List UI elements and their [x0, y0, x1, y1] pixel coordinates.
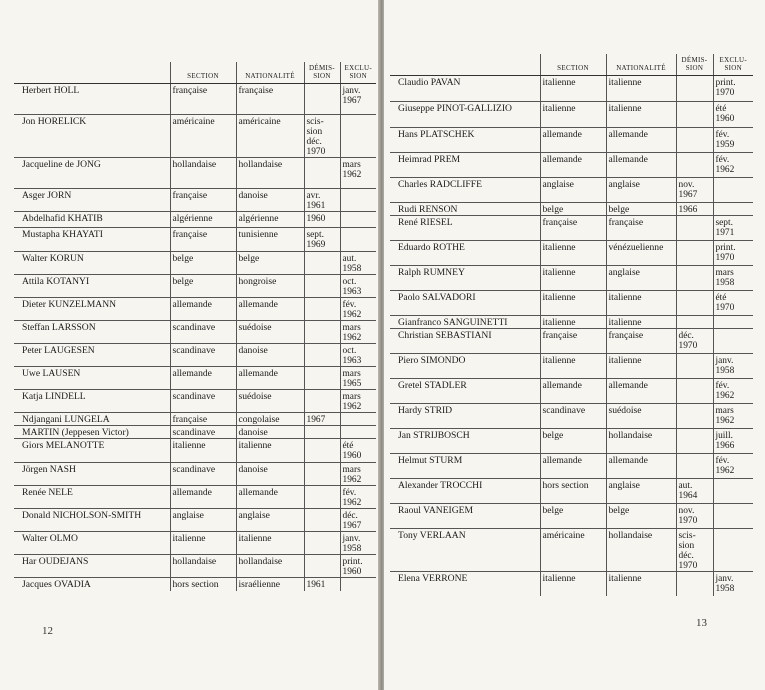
table-row	[390, 216, 753, 241]
right-table-body	[390, 76, 753, 596]
member-name: Renée NELE	[14, 486, 170, 509]
member-demission	[676, 153, 713, 178]
member-nationality: suédoise	[606, 404, 676, 429]
member-nationality: italienne	[606, 572, 676, 596]
member-name: Tony VERLAAN	[390, 529, 540, 572]
member-demission	[676, 76, 713, 102]
member-section: américaine	[170, 115, 236, 158]
member-section: scandinave	[170, 390, 236, 413]
table-row	[390, 379, 753, 404]
member-section: allemande	[170, 486, 236, 509]
member-name: Rudi RENSON	[390, 203, 540, 216]
table-row	[14, 367, 376, 390]
member-section: belge	[540, 504, 606, 529]
table-row	[390, 404, 753, 429]
member-exclusion: fév. 1962	[340, 298, 376, 321]
member-demission: aut. 1964	[676, 479, 713, 504]
member-section: scandinave	[540, 404, 606, 429]
member-demission	[304, 344, 340, 367]
member-nationality: tunisienne	[236, 228, 304, 252]
member-demission	[676, 316, 713, 329]
member-name: Hans PLATSCHEK	[390, 128, 540, 153]
member-demission: nov. 1970	[676, 504, 713, 529]
member-demission	[676, 379, 713, 404]
member-name: Heimrad PREM	[390, 153, 540, 178]
header-exclusion	[340, 62, 376, 84]
member-nationality: française	[236, 84, 304, 115]
member-demission	[304, 509, 340, 532]
table-row	[390, 479, 753, 504]
member-section: italienne	[540, 354, 606, 379]
member-nationality: danoise	[236, 189, 304, 212]
member-section: hors section	[540, 479, 606, 504]
member-section: belge	[540, 429, 606, 454]
member-exclusion	[340, 413, 376, 426]
table-row	[14, 321, 376, 344]
member-name: Abdelhafid KHATIB	[14, 212, 170, 228]
member-name: Jacques OVADIA	[14, 578, 170, 591]
members-table-right	[390, 54, 753, 596]
member-exclusion	[713, 329, 753, 354]
member-demission	[304, 486, 340, 509]
header-nationality: NATIONALITÉ	[606, 54, 676, 76]
member-exclusion	[340, 212, 376, 228]
member-section: belge	[170, 275, 236, 298]
member-name: Elena VERRONE	[390, 572, 540, 596]
member-demission: 1967	[304, 413, 340, 426]
member-name: Ndjangani LUNGELA	[14, 413, 170, 426]
table-row	[14, 115, 376, 158]
table-row	[390, 266, 753, 291]
member-exclusion	[713, 178, 753, 203]
member-section: hollandaise	[170, 158, 236, 189]
member-section: hollandaise	[170, 555, 236, 578]
member-nationality: suédoise	[236, 390, 304, 413]
header-name	[390, 54, 540, 76]
member-exclusion: aut. 1958	[340, 252, 376, 275]
member-exclusion: oct. 1963	[340, 275, 376, 298]
member-section: italienne	[540, 572, 606, 596]
member-nationality: hollandaise	[236, 158, 304, 189]
member-nationality: danoise	[236, 463, 304, 486]
table-row	[390, 329, 753, 354]
table-row	[14, 439, 376, 463]
member-section: allemande	[170, 367, 236, 390]
member-exclusion: janv. 1958	[713, 572, 753, 596]
member-name: Walter KORUN	[14, 252, 170, 275]
member-section: belge	[170, 252, 236, 275]
member-exclusion: fév. 1962	[713, 454, 753, 479]
member-exclusion	[340, 115, 376, 158]
member-nationality: anglaise	[606, 479, 676, 504]
member-section: française	[540, 216, 606, 241]
member-section: française	[540, 329, 606, 354]
table-row	[390, 429, 753, 454]
member-section: française	[170, 189, 236, 212]
table-row	[14, 344, 376, 367]
table-row	[390, 241, 753, 266]
right-page	[384, 0, 765, 690]
table-row	[14, 158, 376, 189]
member-demission	[676, 454, 713, 479]
member-name: Raoul VANEIGEM	[390, 504, 540, 529]
member-name: Charles RADCLIFFE	[390, 178, 540, 203]
member-demission	[304, 275, 340, 298]
member-nationality: italienne	[236, 532, 304, 555]
member-section: italienne	[540, 266, 606, 291]
left-page	[0, 0, 380, 690]
header-exclusion	[713, 54, 753, 76]
member-demission	[676, 216, 713, 241]
member-nationality: anglaise	[606, 266, 676, 291]
member-section: anglaise	[170, 509, 236, 532]
member-nationality: allemande	[236, 486, 304, 509]
table-row	[390, 76, 753, 102]
member-nationality: française	[606, 329, 676, 354]
member-exclusion: mars 1962	[340, 158, 376, 189]
table-row	[390, 354, 753, 379]
member-nationality: congolaise	[236, 413, 304, 426]
header-demission-label: DÉMIS- SION	[681, 56, 708, 72]
member-name: Katja LINDELL	[14, 390, 170, 413]
member-exclusion: été 1960	[713, 102, 753, 128]
member-demission	[676, 241, 713, 266]
table-row	[14, 509, 376, 532]
member-demission: déc. 1970	[676, 329, 713, 354]
member-name: Dieter KUNZELMANN	[14, 298, 170, 321]
member-section: italienne	[170, 439, 236, 463]
member-section: scandinave	[170, 344, 236, 367]
member-section: scandinave	[170, 426, 236, 439]
left-table-body	[14, 84, 376, 591]
table-row	[14, 212, 376, 228]
member-name: Gianfranco SANGUINETTI	[390, 316, 540, 329]
member-demission: nov. 1967	[676, 178, 713, 203]
table-row	[14, 555, 376, 578]
member-demission	[676, 102, 713, 128]
member-exclusion: janv. 1967	[340, 84, 376, 115]
member-name: Christian SEBASTIANI	[390, 329, 540, 354]
member-nationality: italienne	[606, 76, 676, 102]
members-table-left	[14, 62, 376, 591]
member-demission	[304, 321, 340, 344]
member-nationality: belge	[606, 203, 676, 216]
member-demission	[304, 555, 340, 578]
header-exclusion-label: EXCLU- SION	[719, 56, 747, 72]
member-name: Asger JORN	[14, 189, 170, 212]
member-exclusion: fév. 1962	[340, 486, 376, 509]
member-demission	[676, 266, 713, 291]
member-section: allemande	[540, 454, 606, 479]
member-demission: sept. 1969	[304, 228, 340, 252]
member-demission	[304, 298, 340, 321]
table-row	[14, 426, 376, 439]
member-name: Piero SIMONDO	[390, 354, 540, 379]
table-row	[14, 532, 376, 555]
member-exclusion: print. 1970	[713, 76, 753, 102]
member-nationality: danoise	[236, 426, 304, 439]
member-exclusion	[713, 529, 753, 572]
member-exclusion: fév. 1959	[713, 128, 753, 153]
member-exclusion: print. 1970	[713, 241, 753, 266]
table-row	[14, 463, 376, 486]
member-section: anglaise	[540, 178, 606, 203]
member-name: Walter OLMO	[14, 532, 170, 555]
page-number: 13	[696, 617, 707, 629]
member-name: Hardy STRID	[390, 404, 540, 429]
member-exclusion: été 1960	[340, 439, 376, 463]
member-exclusion: fév. 1962	[713, 379, 753, 404]
member-section: italienne	[540, 241, 606, 266]
member-demission	[676, 572, 713, 596]
member-name: Giuseppe PINOT-GALLIZIO	[390, 102, 540, 128]
member-demission	[676, 404, 713, 429]
member-exclusion: sept. 1971	[713, 216, 753, 241]
member-section: italienne	[170, 532, 236, 555]
member-nationality: vénézuelienne	[606, 241, 676, 266]
member-name: Mustapha KHAYATI	[14, 228, 170, 252]
member-name: Steffan LARSSON	[14, 321, 170, 344]
member-name: Jon HORELICK	[14, 115, 170, 158]
member-demission: scis- sion déc. 1970	[304, 115, 340, 158]
member-nationality: hongroise	[236, 275, 304, 298]
member-demission	[676, 291, 713, 316]
member-nationality: italienne	[236, 439, 304, 463]
member-section: scandinave	[170, 321, 236, 344]
member-exclusion: déc. 1967	[340, 509, 376, 532]
member-name: Jörgen NASH	[14, 463, 170, 486]
table-row	[390, 291, 753, 316]
member-nationality: italienne	[606, 102, 676, 128]
member-demission	[304, 463, 340, 486]
member-nationality: anglaise	[606, 178, 676, 203]
member-demission	[304, 158, 340, 189]
member-section: italienne	[540, 102, 606, 128]
member-name: Herbert HOLL	[14, 84, 170, 115]
member-name: Alexander TROCCHI	[390, 479, 540, 504]
member-nationality: allemande	[606, 153, 676, 178]
table-row	[14, 84, 376, 115]
table-row	[14, 298, 376, 321]
member-demission	[676, 128, 713, 153]
member-demission	[304, 426, 340, 439]
member-exclusion: janv. 1958	[713, 354, 753, 379]
member-name: Helmut STURM	[390, 454, 540, 479]
table-row	[14, 189, 376, 212]
member-nationality: italienne	[606, 354, 676, 379]
table-row	[390, 178, 753, 203]
member-name: Uwe LAUSEN	[14, 367, 170, 390]
member-name: Giors MELANOTTE	[14, 439, 170, 463]
member-nationality: suédoise	[236, 321, 304, 344]
header-exclusion-label: EXCLU- SION	[344, 64, 372, 80]
member-demission: 1966	[676, 203, 713, 216]
member-exclusion: mars 1958	[713, 266, 753, 291]
member-name: René RIESEL	[390, 216, 540, 241]
member-exclusion	[340, 426, 376, 439]
member-name: Har OUDEJANS	[14, 555, 170, 578]
member-exclusion: print. 1960	[340, 555, 376, 578]
table-row	[390, 504, 753, 529]
member-name: Eduardo ROTHE	[390, 241, 540, 266]
member-section: algérienne	[170, 212, 236, 228]
member-demission: 1960	[304, 212, 340, 228]
header-demission-label: DÉMIS- SION	[309, 64, 335, 80]
header-demission	[676, 54, 713, 76]
member-section: italienne	[540, 291, 606, 316]
member-name: Attila KOTANYI	[14, 275, 170, 298]
member-exclusion	[713, 203, 753, 216]
member-demission	[304, 390, 340, 413]
member-exclusion: janv. 1958	[340, 532, 376, 555]
header-section: SECTION	[170, 62, 236, 84]
member-nationality: hollandaise	[606, 429, 676, 454]
member-section: française	[170, 228, 236, 252]
member-nationality: israélienne	[236, 578, 304, 591]
table-row	[14, 252, 376, 275]
member-section: française	[170, 413, 236, 426]
member-exclusion: mars 1962	[340, 390, 376, 413]
member-exclusion: mars 1962	[340, 321, 376, 344]
table-row	[14, 413, 376, 426]
member-name: Paolo SALVADORI	[390, 291, 540, 316]
member-demission	[304, 367, 340, 390]
member-section: allemande	[540, 128, 606, 153]
member-demission	[304, 439, 340, 463]
table-row	[390, 572, 753, 596]
member-nationality: belge	[236, 252, 304, 275]
page-number: 12	[42, 625, 53, 637]
member-demission	[304, 252, 340, 275]
table-row	[14, 228, 376, 252]
header-nationality: NATIONALITÉ	[236, 62, 304, 84]
member-section: française	[170, 84, 236, 115]
table-row	[14, 275, 376, 298]
member-nationality: italienne	[606, 291, 676, 316]
member-exclusion: mars 1962	[340, 463, 376, 486]
member-exclusion	[340, 189, 376, 212]
member-exclusion	[340, 228, 376, 252]
member-name: Peter LAUGESEN	[14, 344, 170, 367]
member-section: allemande	[540, 153, 606, 178]
table-row	[390, 454, 753, 479]
member-exclusion: fév. 1962	[713, 153, 753, 178]
member-nationality: danoise	[236, 344, 304, 367]
member-nationality: française	[606, 216, 676, 241]
member-section: américaine	[540, 529, 606, 572]
member-nationality: hollandaise	[606, 529, 676, 572]
member-nationality: italienne	[606, 316, 676, 329]
member-demission	[304, 532, 340, 555]
header-name	[14, 62, 170, 84]
member-section: allemande	[540, 379, 606, 404]
member-demission	[676, 354, 713, 379]
header-section: SECTION	[540, 54, 606, 76]
member-nationality: allemande	[236, 298, 304, 321]
table-row	[390, 102, 753, 128]
member-exclusion: juill. 1966	[713, 429, 753, 454]
member-exclusion: mars 1962	[713, 404, 753, 429]
member-name: Donald NICHOLSON-SMITH	[14, 509, 170, 532]
table-row	[390, 153, 753, 178]
member-exclusion	[713, 316, 753, 329]
member-demission: scis- sion déc. 1970	[676, 529, 713, 572]
member-nationality: algérienne	[236, 212, 304, 228]
member-section: italienne	[540, 316, 606, 329]
member-demission	[676, 429, 713, 454]
member-nationality: belge	[606, 504, 676, 529]
member-exclusion: mars 1965	[340, 367, 376, 390]
member-exclusion	[340, 578, 376, 591]
member-section: hors section	[170, 578, 236, 591]
table-row	[390, 128, 753, 153]
member-name: MARTIN (Jeppesen Victor)	[14, 426, 170, 439]
member-name: Claudio PAVAN	[390, 76, 540, 102]
member-section: belge	[540, 203, 606, 216]
member-section: italienne	[540, 76, 606, 102]
member-nationality: allemande	[606, 128, 676, 153]
header-demission	[304, 62, 340, 84]
table-row	[14, 486, 376, 509]
member-demission	[304, 84, 340, 115]
member-name: Jan STRIJBOSCH	[390, 429, 540, 454]
member-section: allemande	[170, 298, 236, 321]
member-nationality: hollandaise	[236, 555, 304, 578]
member-name: Ralph RUMNEY	[390, 266, 540, 291]
table-row	[390, 316, 753, 329]
member-exclusion	[713, 479, 753, 504]
table-row	[390, 203, 753, 216]
member-nationality: anglaise	[236, 509, 304, 532]
member-section: scandinave	[170, 463, 236, 486]
member-demission: avr. 1961	[304, 189, 340, 212]
member-nationality: américaine	[236, 115, 304, 158]
member-exclusion: été 1970	[713, 291, 753, 316]
member-name: Gretel STADLER	[390, 379, 540, 404]
member-exclusion	[713, 504, 753, 529]
member-nationality: allemande	[606, 454, 676, 479]
table-row	[14, 578, 376, 591]
table-row	[14, 390, 376, 413]
member-name: Jacqueline de JONG	[14, 158, 170, 189]
table-row	[390, 529, 753, 572]
member-nationality: allemande	[236, 367, 304, 390]
member-nationality: allemande	[606, 379, 676, 404]
member-demission: 1961	[304, 578, 340, 591]
member-exclusion: oct. 1963	[340, 344, 376, 367]
